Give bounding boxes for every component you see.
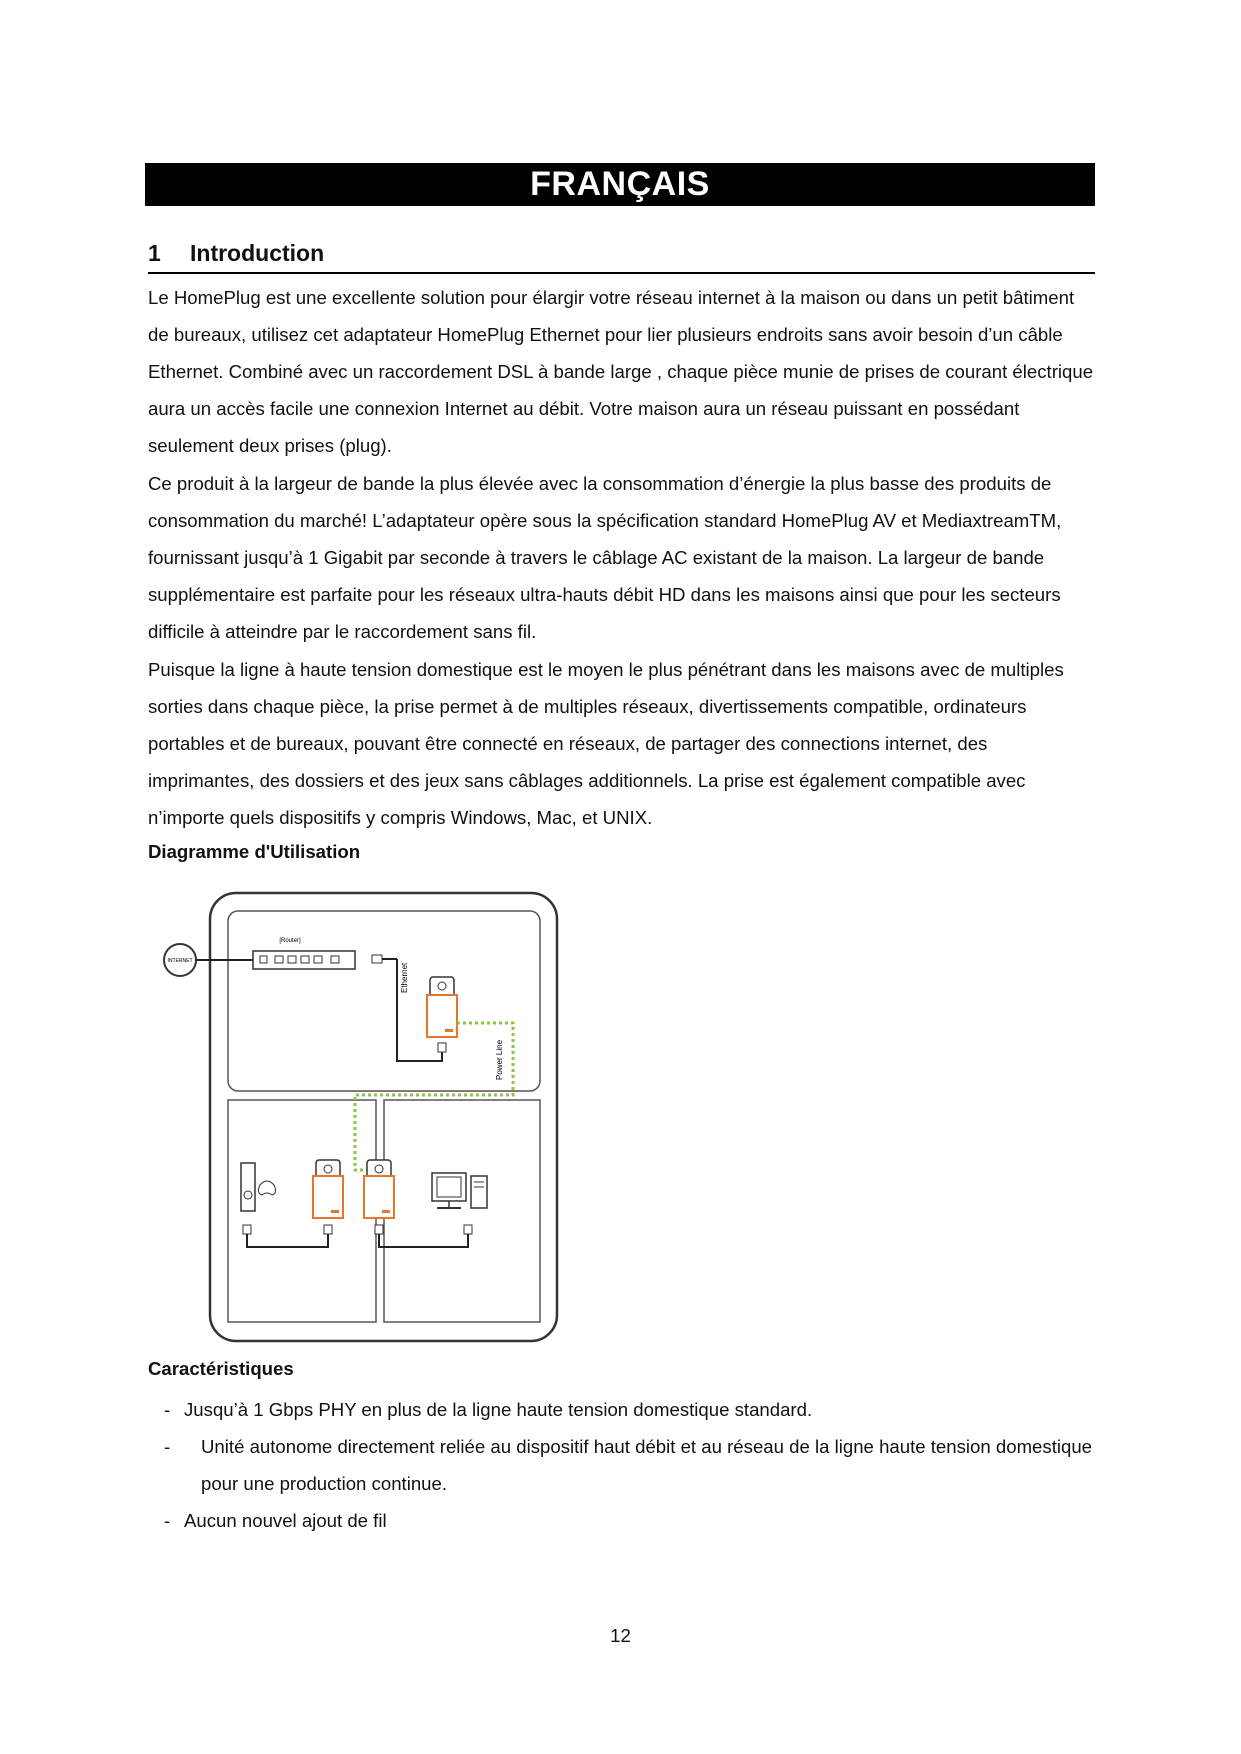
list-item-text: Aucun nouvel ajout de fil [184,1510,387,1531]
game-console-icon [241,1163,255,1211]
list-item [148,1502,1098,1539]
language-banner: FRANÇAIS [145,163,1095,206]
list-item [148,1428,1098,1502]
intro-body [148,279,1098,867]
paragraph: Ce produit à la largeur de bande la plus élevée avec la consommation d’énergie la plus basse des produits de consommation du marché! L’adaptateur opère sous la spécification standard HomePlug AV et MediaxtreamTM, fournissant jusqu’à 1 Gigabit par seconde à travers le câblage AC existant de la maison. La largeur de bande supplémentaire est parfaite pour les réseaux ultra-hauts débit HD dans les maisons ainsi que pour les secteurs difficile à atteindre par le raccordement sans fil. [148,473,1062,642]
paragraph: Le HomePlug est une excellente solution pour élargir votre réseau internet à la maison ou dans un petit bâtiment de bureaux, utilisez cet adaptateur HomePlug Ethernet pour lier plusieurs endroits sans avoir besoin d’un câble Ethernet. Combiné avec un raccordement DSL à bande large , chaque pièce munie de prises de courant électrique aura un accès facile une connexion Internet au débit. Votre maison aura un réseau puissant en possédant seulement deux prises (plug). [148,287,1094,456]
section-title: Introduction [190,240,325,266]
router-icon [253,951,355,969]
internet-label: INTERNET [167,958,193,964]
computer-tower-icon [471,1176,487,1208]
list-item [148,1391,1098,1428]
list-dash: - [164,1510,171,1531]
paragraph: Puisque la ligne à haute tension domestique est le moyen le plus pénétrant dans les maisons avec de multiples sorties dans chaque pièce, la prise permet à de multiples réseaux, divertissements compatible, ordinateurs portables et de bureaux, pouvant être connecté en réseaux, de partager des connections internet, des imprimantes, des dossiers et des jeux sans câblages additionnels. La prise est également compatible avec n’importe quels dispositifs y compris Windows, Mac, et UNIX. [148,659,1064,828]
features-list [148,1391,1098,1539]
features-heading: Caractéristiques [148,1358,294,1379]
section-number: 1 [148,240,161,266]
list-item-text: Unité autonome directement reliée au dispositif haut débit et au réseau de la ligne haute tension domestique pour une production continue. [201,1436,1093,1494]
router-label: [Router] [279,938,301,944]
ethernet-plug-icon [372,955,382,963]
diagram-heading: Diagramme d'Utilisation [148,841,361,862]
list-dash: - [164,1436,171,1457]
page-number: 12 [610,1625,631,1646]
ethernet-label: Ethernet [400,962,409,993]
power-line-label: Power Line [495,1039,504,1080]
section-heading [148,240,1095,274]
list-dash: - [164,1399,171,1420]
list-item-text: Jusqu’à 1 Gbps PHY en plus de la ligne haute tension domestique standard. [184,1399,813,1420]
usage-diagram [157,885,567,1350]
